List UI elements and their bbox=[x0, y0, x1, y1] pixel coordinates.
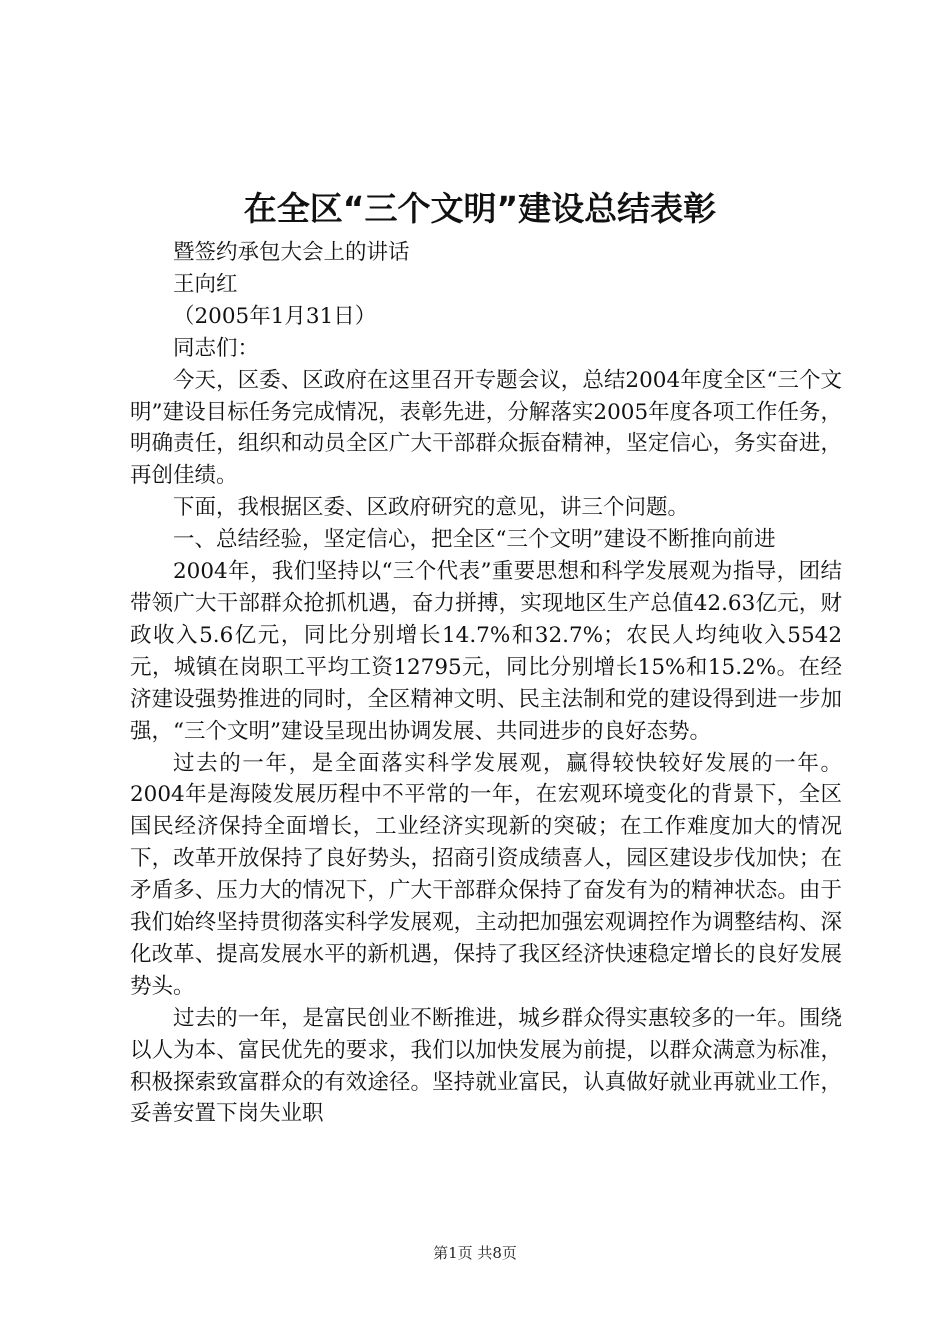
document-body bbox=[130, 237, 842, 1130]
date-line: （2005年1月31日） bbox=[173, 303, 377, 329]
author-line: 王向红 bbox=[173, 271, 238, 297]
paragraph: 2004年，我们坚持以“三个代表”重要思想和科学发展观为指导，团结带领广大干部群众抢抓机遇，奋力拼搏，实现地区生产总值42.63亿元，财政收入5.6亿元，同比分别增长14.7%和32.7%；农民人均纯收入5542元，城镇在岗职工平均工资12795元，同比分别增长15%和15.2%。在经济建设强势推进的同时，全区精神文明、民主法制和党的建设得到进一步加强，“三个文明”建设呈现出协调发展、共同进步的良好态势。 bbox=[130, 559, 842, 744]
document-title: 在全区“三个文明”建设总结表彰 bbox=[243, 189, 717, 228]
page-footer: 第1页 共8页 bbox=[433, 1244, 517, 1262]
section-heading: 一、总结经验，坚定信心，把全区“三个文明”建设不断推向前进 bbox=[173, 527, 776, 553]
paragraph: 下面，我根据区委、区政府研究的意见，讲三个问题。 bbox=[173, 495, 690, 521]
paragraph: 过去的一年，是富民创业不断推进，城乡群众得实惠较多的一年。围绕以人为本、富民优先的要求，我们以加快发展为前提，以群众满意为标准，积极探索致富群众的有效途径。坚持就业富民，认真做好就业再就业工作，妥善安置下岗失业职 bbox=[130, 1005, 842, 1127]
paragraph: 今天，区委、区政府在这里召开专题会议，总结2004年度全区“三个文明”建设目标任务完成情况，表彰先进，分解落实2005年度各项工作任务，明确责任，组织和动员全区广大干部群众振奋精神，坚定信心，务实奋进，再创佳绩。 bbox=[130, 367, 842, 489]
subtitle-line: 暨签约承包大会上的讲话 bbox=[173, 240, 410, 265]
salutation-line: 同志们： bbox=[173, 335, 260, 361]
paragraph: 过去的一年，是全面落实科学发展观，赢得较快较好发展的一年。2004年是海陵发展历程中不平常的一年，在宏观环境变化的背景下，全区国民经济保持全面增长，工业经济实现新的突破；在工作难度加大的情况下，改革开放保持了良好势头，招商引资成绩喜人，园区建设步伐加快；在矛盾多、压力大的情况下，广大干部群众保持了奋发有为的精神状态。由于我们始终坚持贯彻落实科学发展观，主动把加强宏观调控作为调整结构、深化改革、提高发展水平的新机遇，保持了我区经济快速稳定增长的良好发展势头。 bbox=[130, 750, 842, 999]
